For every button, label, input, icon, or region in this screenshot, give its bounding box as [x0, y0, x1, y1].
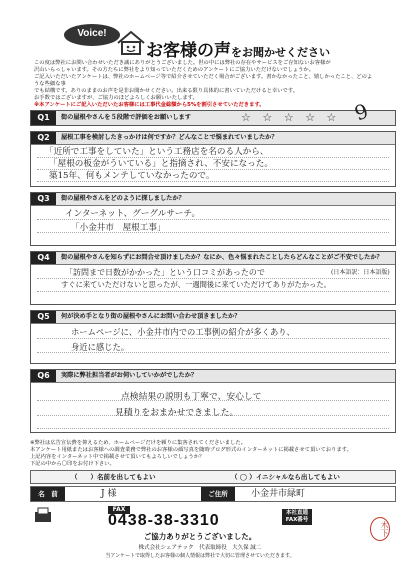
intro-line: ご記入いただいたアンケートは、弊社のホームページ等で紹介させていただく場合がございます。書かなかったこと、嬉しかったこと、どのような些細な事: [34, 74, 373, 87]
seal-text: 木下: [380, 521, 389, 537]
footnote-line: 本アンケート用紙またはお客様への調査業務で弊社のお客様の顔写真を随時ブログ形式のインターネットに掲載させて頂いております。: [30, 447, 352, 453]
question-3: [30, 192, 396, 246]
answer-line: 「訪問まで日数がかかった」という口コミがあったので: [65, 268, 265, 277]
rating-mark: 9: [351, 98, 372, 126]
answer-aside: (日本語訳：日本語版): [331, 269, 390, 276]
consent-row: [30, 470, 396, 484]
question-number: Q2: [31, 132, 56, 144]
address-label: ご住所: [201, 487, 235, 501]
consent-option-name[interactable]: （ ）名前を出してもよい: [71, 473, 156, 481]
intro-line: この度は弊社にお問い合わせいただき誠にありがとうございました。世の中には弊社の存在やサービスをご存知ないお客様が: [34, 60, 331, 66]
answer-line: インターネット、グーグルサーチ。: [65, 209, 201, 219]
consent-option-initial[interactable]: （ ◯ ）イニシャルなら出してもよい: [231, 473, 340, 481]
question-6: [30, 369, 396, 433]
star-rating[interactable]: ☆ ☆ ☆ ☆ ☆: [241, 111, 341, 124]
house-icon: [116, 30, 146, 56]
footnote-line: 上記内容をインターネット中で掲載させて頂いてもよろしいでしょうか？: [30, 454, 205, 460]
consent-circle-mark: ◯: [239, 473, 248, 481]
company-name: 株式会社シェアテック 代表取締役 大久保 誠二: [138, 545, 262, 551]
question-text: 何が決め手となり街の屋根やさんにお問い合わせ頂きましたか？: [61, 313, 241, 320]
question-number: Q6: [31, 370, 56, 382]
fax-number[interactable]: 0438-38-3310: [108, 512, 220, 529]
answer-line: 「小金井市 屋根工事」: [71, 223, 166, 233]
fax-badge: FAX: [108, 506, 130, 514]
footnote: [30, 440, 390, 468]
answer-line: すぐに来ていただけないと思ったが、一週間後に来ていただけてありがたかった。: [61, 280, 331, 289]
footnote-line: ※弊社は広告宣伝費を抑えるため、ホームページだけを頼りに集客されてくださいました。: [30, 440, 246, 446]
answer-line: 見積りをおまかせできました。: [115, 408, 239, 418]
answer-line: 築15年、何もメンテしていなかったので。: [49, 171, 215, 181]
name-row: [30, 486, 396, 502]
fax-icon: [34, 507, 52, 523]
consent-option-name-label: 名前を出してもよい: [97, 473, 156, 481]
question-4: [30, 251, 396, 305]
intro-notice: ※本アンケートにご記入いただいたお客様には工事代金総額から5%を割引させていただきます。: [34, 102, 265, 108]
fax-note: 本社直通 FAX番号: [282, 509, 312, 525]
question-number: Q5: [31, 311, 56, 323]
question-number: Q3: [31, 193, 56, 205]
title-suffix: をお聞かせください: [231, 47, 330, 59]
address-value: 小金井市緑町: [251, 489, 306, 499]
voice-badge-text: Voice!: [77, 28, 107, 39]
page-title: [146, 36, 330, 61]
fax-block: [34, 505, 334, 527]
question-1: [30, 110, 396, 126]
answer-line: 点検結果の説明も丁寧で、安心して: [121, 392, 262, 402]
question-number: Q1: [31, 111, 56, 125]
name-value: J 様: [101, 489, 117, 499]
consent-option-initial-label: イニシャルなら出してもよい: [255, 473, 340, 481]
name-label: 名 前: [31, 487, 65, 501]
intro-text: [34, 60, 374, 109]
seal-stamp: [370, 517, 390, 541]
footnote-line: 下記の中から〇印をお付け下さい。: [30, 461, 115, 467]
question-text: 屋根工事を検討したきっかけは何ですか？どんなことで悩まれていましたか？: [61, 134, 278, 141]
question-text: 街の屋根やさんをどのように探しましたか？: [61, 195, 185, 202]
intro-line: でも結構です。ありのままのお声を是非お聞かせください。出来る限り具体的に書いていただけると幸いです。: [34, 88, 298, 94]
answer-line: 身近に感じた。: [71, 342, 130, 352]
question-2: [30, 131, 396, 187]
answer-line: ホームページに、小金井市内での工事例の紹介が多くあり、: [71, 327, 295, 337]
intro-line: お手数ではございますが、ご協力のほどよろしくお願いいたします。: [34, 95, 198, 101]
question-text: 街の屋根やさんを５段階で評価をお願いします: [61, 114, 191, 121]
question-text: 街の屋根やさんを知らずにお問合せ頂けましたか？なにか、色々悩まれたことしたらどんなことがご不安でしたか？: [61, 254, 383, 261]
title-main: お客様の声: [146, 41, 231, 60]
question-text: 実際に弊社担当者がお伺いしていかがでしたか？: [61, 372, 198, 379]
thanks-message: ご協力ありがとうございました。: [143, 532, 257, 541]
answer-line: 「屋根の板金がういている」と指摘され、不安になった。: [49, 159, 273, 169]
question-number: Q4: [31, 252, 56, 264]
answer-line: 「近所で工事をしていた」という工務店を名のる人から、: [45, 147, 269, 157]
question-5: [30, 310, 396, 364]
privacy-note: 当アンケートで取得したお客様の個人情報は弊社で大切に管理させていただきます。: [105, 553, 295, 559]
intro-line: 沢山いらっしゃいます。その方たちに弊社をより知っていただくためのアンケートにご協力いただけないでしょうか。: [34, 67, 314, 73]
